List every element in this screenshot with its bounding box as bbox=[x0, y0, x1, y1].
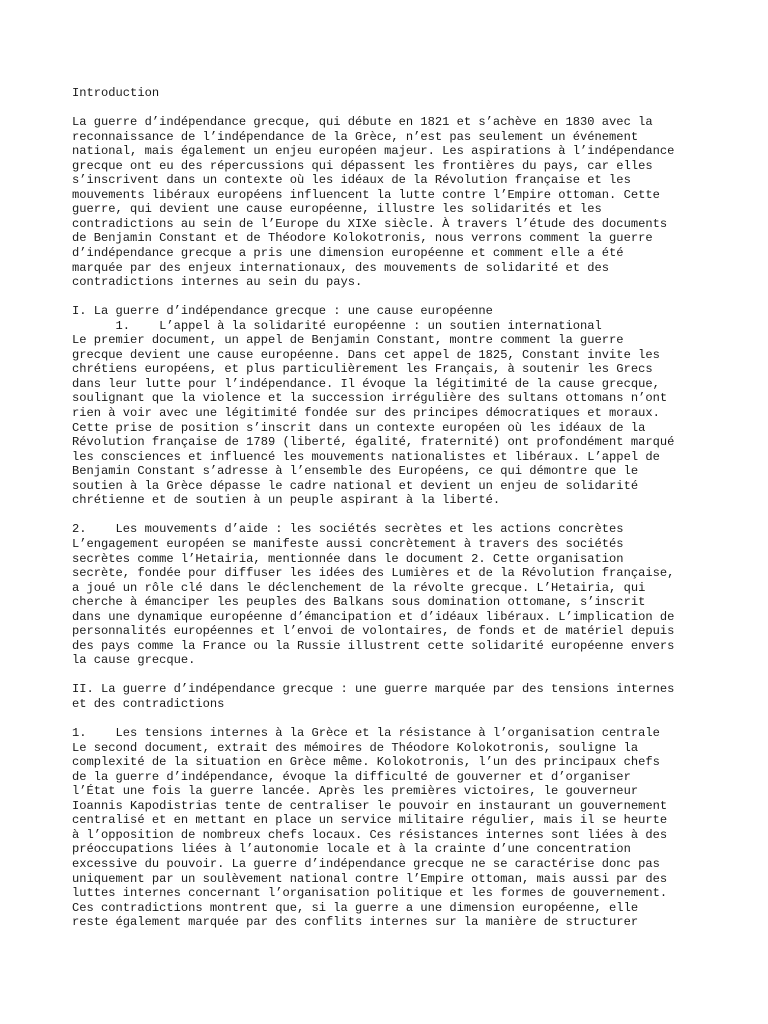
text-line: guerre, qui devient une cause européenne, illustre les solidarités et les bbox=[72, 202, 602, 217]
text-line: des pays comme la France ou la Russie illustrent cette solidarité européenne envers bbox=[72, 638, 675, 653]
text-line: mouvements libéraux européens influencent la lutte contre l’Empire ottoman. Cette bbox=[72, 187, 660, 202]
text-line: dans une dynamique européenne d’émancipation et d’idéaux libéraux. L’implication de bbox=[72, 609, 675, 624]
text-line: à l’opposition de nombreux chefs locaux. Ces résistances internes sont liées à des bbox=[72, 827, 668, 842]
document-body bbox=[72, 86, 712, 930]
text-line: marquée par des enjeux internationaux, des mouvements de solidarité et des bbox=[72, 260, 610, 275]
text-line: complexité de la situation en Grèce même. Kolokotronis, l’un des principaux chefs bbox=[72, 755, 660, 770]
blank-line bbox=[72, 668, 712, 683]
blank-line bbox=[72, 290, 712, 305]
text-line: 1. L’appel à la solidarité européenne : un soutien international bbox=[72, 318, 602, 333]
blank-line bbox=[72, 508, 712, 523]
text-line: secrètes comme l’Hetairia, mentionnée dans le document 2. Cette organisation bbox=[72, 551, 624, 566]
text-line: L’engagement européen se manifeste aussi concrètement à travers des sociétés bbox=[72, 536, 624, 551]
text-line: l’État une fois la guerre lancée. Après les premières victoires, le gouverneur bbox=[72, 784, 639, 799]
text-line: II. La guerre d’indépendance grecque : une guerre marquée par des tensions internes bbox=[72, 682, 675, 697]
text-line: personnalités européennes et l’envoi de volontaires, de fonds et de matériel depuis bbox=[72, 624, 675, 639]
text-line: uniquement par un soulèvement national contre l’Empire ottoman, mais aussi par des bbox=[72, 871, 668, 886]
blank-line bbox=[72, 101, 712, 116]
text-line: a joué un rôle clé dans le déclenchement de la révolte grecque. L’Hetairia, qui bbox=[72, 580, 646, 595]
text-line: reconnaissance de l’indépendance de la Grèce, n’est pas seulement un événement bbox=[72, 129, 639, 144]
text-line: Le premier document, un appel de Benjamin Constant, montre comment la guerre bbox=[72, 333, 624, 348]
text-line: Ioannis Kapodistrias tente de centraliser le pouvoir en instaurant un gouvernement bbox=[72, 798, 668, 813]
text-line: grecque ont eu des répercussions qui dépassent les frontières du pays, car elles bbox=[72, 158, 653, 173]
text-line: dans leur lutte pour l’indépendance. Il évoque la légitimité de la cause grecque, bbox=[72, 376, 660, 391]
text-line: préoccupations liées à l’autonomie locale et à la crainte d’une concentration bbox=[72, 842, 631, 857]
text-line: reste également marquée par des conflits internes sur la manière de structurer bbox=[72, 915, 639, 930]
text-line: soutien à la Grèce dépasse le cadre national et devient un enjeu de solidarité bbox=[72, 478, 639, 493]
text-line: I. La guerre d’indépendance grecque : une cause européenne bbox=[72, 304, 493, 319]
blank-line bbox=[72, 712, 712, 727]
text-line: chrétienne et de soutien à un peuple aspirant à la liberté. bbox=[72, 493, 501, 508]
text-line: chrétiens européens, et plus particulièrement les Français, à soutenir les Grecs bbox=[72, 362, 653, 377]
text-line: les consciences et influencé les mouvements nationalistes et libéraux. L’appel de bbox=[72, 449, 660, 464]
text-line: centralisé et en mettant en place un service militaire régulier, mais il se heurte bbox=[72, 813, 668, 828]
text-line: rien à voir avec une légitimité fondée sur des principes démocratiques et moraux. bbox=[72, 406, 660, 421]
text-line: luttes internes concernant l’organisation politique et les formes de gouvernement. bbox=[72, 886, 668, 901]
text-line: Benjamin Constant s’adresse à l’ensemble des Européens, ce qui démontre que le bbox=[72, 464, 639, 479]
text-line: secrète, fondée pour diffuser les idées des Lumières et de la Révolution française, bbox=[72, 566, 675, 581]
text-line: 1. Les tensions internes à la Grèce et la résistance à l’organisation centrale bbox=[72, 726, 660, 741]
text-line: Le second document, extrait des mémoires de Théodore Kolokotronis, souligne la bbox=[72, 740, 639, 755]
text-line: Cette prise de position s’inscrit dans un contexte européen où les idéaux de la bbox=[72, 420, 646, 435]
text-line: excessive du pouvoir. La guerre d’indépendance grecque ne se caractérise donc pas bbox=[72, 856, 660, 871]
text-line: de Benjamin Constant et de Théodore Kolokotronis, nous verrons comment la guerre bbox=[72, 231, 653, 246]
text-line: contradictions au sein de l’Europe du XIXe siècle. À travers l’étude des documents bbox=[72, 216, 668, 231]
text-line: d’indépendance grecque a pris une dimension européenne et comment elle a été bbox=[72, 246, 624, 261]
text-line: Introduction bbox=[72, 86, 160, 100]
text-line: national, mais également un enjeu européen majeur. Les aspirations à l’indépendance bbox=[72, 144, 675, 159]
text-line: Révolution française de 1789 (liberté, égalité, fraternité) ont profondément marqué bbox=[72, 435, 675, 450]
text-line: s’inscrivent dans un contexte où les idéaux de la Révolution française et les bbox=[72, 173, 631, 188]
text-line: 2. Les mouvements d’aide : les sociétés secrètes et les actions concrètes bbox=[72, 522, 624, 537]
text-line: et des contradictions bbox=[72, 696, 225, 711]
text-line: la cause grecque. bbox=[72, 653, 196, 668]
text-line: cherche à émanciper les peuples des Balkans sous domination ottomane, s’inscrit bbox=[72, 595, 646, 610]
text-line: grecque devient une cause européenne. Dans cet appel de 1825, Constant invite les bbox=[72, 347, 660, 362]
text-line: de la guerre d’indépendance, évoque la difficulté de gouverner et d’organiser bbox=[72, 769, 631, 784]
text-line: contradictions internes au sein du pays. bbox=[72, 275, 363, 290]
text-line: Ces contradictions montrent que, si la guerre a une dimension européenne, elle bbox=[72, 900, 639, 915]
text-line: La guerre d’indépendance grecque, qui débute en 1821 et s’achève en 1830 avec la bbox=[72, 115, 653, 130]
text-line: soulignant que la violence et la succession irrégulière des sultans ottomans n’ont bbox=[72, 391, 668, 406]
